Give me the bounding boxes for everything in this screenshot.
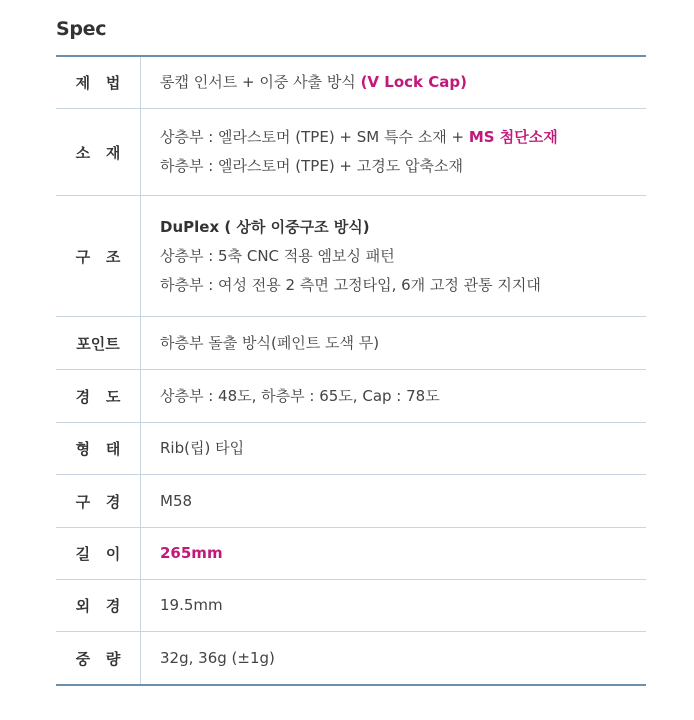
spec-value-line [160, 213, 646, 242]
spec-value [141, 317, 646, 369]
spec-value-line [160, 242, 646, 271]
spec-value [141, 370, 646, 422]
spec-text: 32g, 36g (±1g) [160, 648, 275, 667]
spec-label: 구 조 [56, 196, 141, 316]
spec-row-point [56, 317, 646, 370]
spec-value-line [160, 271, 646, 300]
spec-table [56, 55, 646, 686]
spec-value-line [160, 487, 646, 516]
spec-row-length [56, 528, 646, 580]
spec-text: M58 [160, 491, 193, 510]
spec-text: 상층부 : 48도, 하층부 : 65도, Cap : 78도 [160, 386, 440, 405]
spec-value-line [160, 68, 646, 97]
spec-label: 길 이 [56, 528, 141, 579]
spec-value-line [160, 434, 646, 463]
spec-highlight: 265mm [160, 544, 223, 562]
spec-row-method [56, 57, 646, 109]
spec-text: 19.5mm [160, 596, 223, 614]
spec-value [141, 57, 646, 108]
spec-label: 소 재 [56, 109, 141, 195]
spec-text: 하층부 : 엘라스토머 (TPE) + 고경도 압축소재 [160, 157, 463, 175]
spec-row-hardness [56, 370, 646, 423]
spec-label: 구 경 [56, 475, 141, 527]
spec-value [141, 475, 646, 527]
spec-label: 제 법 [56, 57, 141, 108]
spec-text: 상층부 : 5축 CNC 적용 엠보싱 패턴 [160, 246, 395, 265]
spec-value [141, 109, 646, 195]
spec-row-structure [56, 196, 646, 317]
spec-value-line [160, 152, 646, 181]
spec-value [141, 196, 646, 316]
spec-label: 경 도 [56, 370, 141, 422]
spec-value-line [160, 539, 646, 568]
spec-label: 중 량 [56, 632, 141, 684]
spec-text: Rib(립) 타입 [160, 439, 245, 457]
spec-value [141, 580, 646, 631]
spec-highlight: MS 첨단소재 [468, 128, 558, 146]
spec-title: Spec [56, 18, 107, 40]
spec-row-outer-diameter [56, 580, 646, 632]
spec-value-line [160, 123, 646, 152]
spec-text: 하층부 돌출 방식(페인트 도색 무) [160, 333, 380, 352]
spec-label: 외 경 [56, 580, 141, 631]
spec-highlight: (V Lock Cap) [360, 73, 467, 91]
spec-row-weight [56, 632, 646, 684]
spec-text: 상층부 : 엘라스토머 (TPE) + SM 특수 소재 + [160, 128, 469, 146]
spec-value [141, 632, 646, 684]
spec-value-line [160, 591, 646, 620]
spec-value-line [160, 644, 646, 673]
spec-row-shape [56, 423, 646, 475]
spec-value [141, 423, 646, 474]
spec-value-line [160, 382, 646, 411]
spec-value [141, 528, 646, 579]
spec-row-material [56, 109, 646, 196]
spec-row-bore [56, 475, 646, 528]
spec-text: 롱캡 인서트 + 이중 사출 방식 [160, 73, 361, 91]
spec-value-line [160, 329, 646, 358]
spec-text: DuPlex ( 상하 이중구조 방식) [160, 217, 370, 236]
spec-label: 포인트 [56, 317, 141, 369]
spec-text: 하층부 : 여성 전용 2 측면 고정타입, 6개 고정 관통 지지대 [160, 275, 541, 294]
spec-label: 형 태 [56, 423, 141, 474]
